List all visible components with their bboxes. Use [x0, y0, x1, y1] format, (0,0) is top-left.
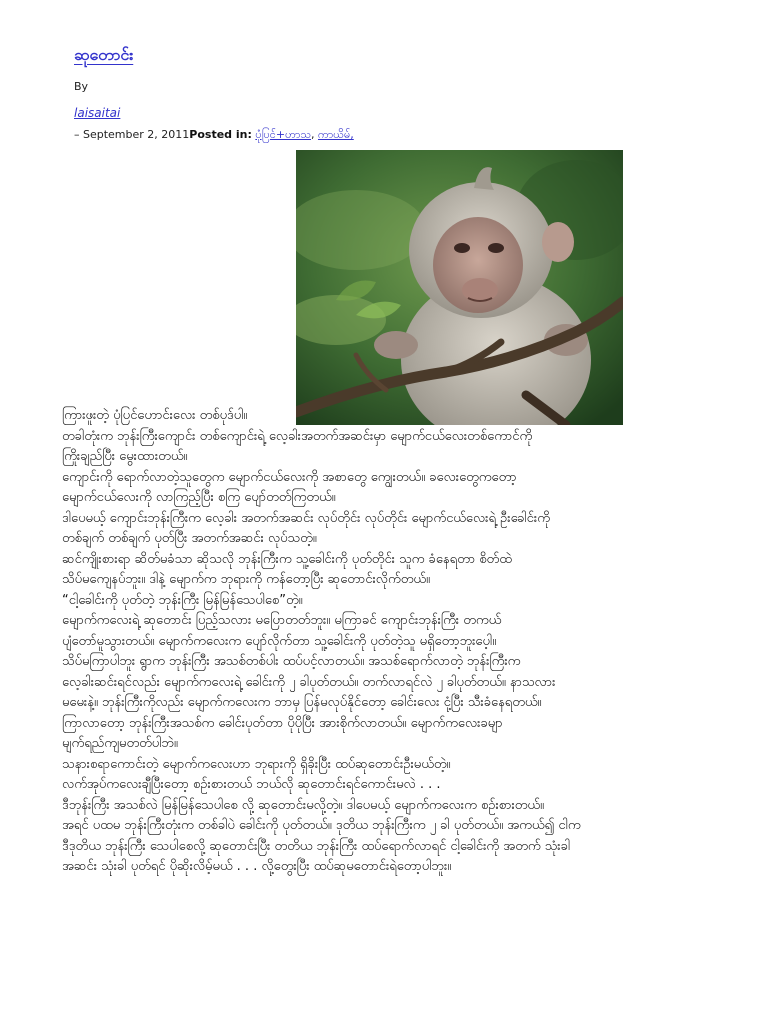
body-line: သိပ်မကျေနပ်ဘူး။ ဒါနဲ့ မျောက်က ဘုရားကို ကန်တော့ပြီး ဆုတောင်းလိုက်တယ်။	[62, 572, 430, 587]
body-line: ဒါပေမယ့် ကျောင်းဘုန်းကြီးက လေ့ခါး အတက်အဆင်း လုပ်တိုင်း လုပ်တိုင်း မျောက်ငယ်လေးရဲ့ ဦးခေါင်းကို	[62, 510, 550, 526]
body-line: လေ့ခါးဆင်းရင်လည်း မျောက်ကလေးရဲ့ ခေါင်းကို ၂ ခါပုတ်တယ်။ တက်လာရင်လဲ ၂ ခါပုတ်တယ်။ နာသလား	[62, 674, 556, 690]
body-line: မျောက်ကလေးရဲ့ ဆုတောင်း ပြည့်သလား မပြောတတ်ဘူး။ မကြာခင် ကျောင်းဘုန်းကြီး တကယ်	[62, 613, 502, 628]
post-meta	[74, 128, 354, 144]
body-line: အရင် ပထမ ဘုန်းကြီးတုံးက တစ်ခါပဲ ခေါင်းကို ပုတ်တယ်။ ဒုတိယ ဘုန်းကြီးက ၂ ခါ ပုတ်တယ်။ အကယ်၍ ငါက	[62, 818, 581, 833]
body-line: မျောက်ငယ်လေးကို လာကြည့်ပြီး စကြ ပျော်တတ်ကြတယ်။	[62, 490, 336, 505]
post-date: – September 2, 2011	[74, 128, 190, 141]
body-line: သိပ်မကြာပါဘူး ရွာက ဘုန်းကြီး အသစ်တစ်ပါး ထပ်ပင့်လာတယ်။ အသစ်ရောက်လာတဲ့ ဘုန်းကြီးက	[62, 654, 521, 669]
body-line: ပျံတော်မူသွားတယ်။ မျောက်ကလေးက ပျော်လိုက်တာ သူ့ခေါင်းကို ပုတ်တဲ့သူ မရှိတော့ဘူးပေ့ါ။	[62, 633, 497, 649]
body-line: ကြိုးချည်ပြီး မွေးထားတယ်။	[62, 449, 188, 464]
body-line: သနားစရာကောင်းတဲ့ မျောက်ကလေးဟာ ဘုရားကို ရှိခိုးပြီး ထပ်ဆုတောင်းဦးမယ်တဲ့။	[62, 756, 451, 772]
body-line: တစ်ချက် တစ်ချက် ပုတ်ပြီး အတက်အဆင်း လုပ်သတဲ့။	[62, 531, 317, 546]
body-line: အဆင်း သုံးခါ ပုတ်ရင် ပိုဆိုးလိမ့်မယ် . . . လို့တွေးပြီး ထပ်ဆုမတောင်းရဲတော့ပါဘူး။	[62, 859, 452, 874]
body-line: ကြာလာတော့ ဘုန်းကြီးအသစ်က ခေါင်းပုတ်တာ ပိုပိုပြီး အားစိုက်လာတယ်။ မျောက်ကလေးခမျာ	[62, 715, 503, 731]
body-line: ကျောင်းကို ရောက်လာတဲ့သူတွေက မျောက်ငယ်လေးကို အစာတွေ ကျွေးတယ်။ ခလေးတွေကတော့	[62, 469, 517, 485]
body-line: မမေးနဲ့။ ဘုန်းကြီးကိုလည်း မျောက်ကလေးက ဘာမှ ပြန်မလုပ်နိုင်တော့ ခေါင်းလေး ငုံ့ပြီး သီးခံနေရတယ်။	[62, 695, 542, 710]
body-line: လက်အုပ်ကလေးချီပြီးတော့ စဉ်းစားတယ် ဘယ်လို ဆုတောင်းရင်ကောင်းမလဲ . . .	[62, 777, 441, 792]
body-line: တခါတုံးက ဘုန်းကြီးကျောင်း တစ်ကျောင်းရဲ့ လေ့ခါးအတက်အဆင်းမှာ မျောက်ငယ်လေးတစ်ကောင်ကို	[62, 428, 533, 444]
by-label: By	[74, 80, 89, 93]
body-line: “ငါ့ခေါင်းကို ပုတ်တဲ့ ဘုန်းကြီး မြန်မြန်သေပါစေ”တဲ့။	[62, 592, 303, 608]
body-line: ဒီဒုတိယ ဘုန်းကြီး သေပါစေလို့ ဆုတောင်းပြီး တတိယ ဘုန်းကြီး ထပ်ရောက်လာရင် ငါ့ခေါင်းကို အတက် သုံးခါ	[62, 838, 571, 854]
post-title-link[interactable]: ဆုတောင်း	[74, 45, 134, 64]
category-link-1[interactable]: ပုံပြင်+ဟာသ	[255, 128, 312, 141]
category-link-2[interactable]: ကာယိမ်,	[318, 128, 354, 141]
body-line: မျက်ရည်ကျမတတ်ပါဘဲ။	[62, 736, 178, 751]
posted-in-label: Posted in:	[189, 128, 252, 141]
author-link[interactable]: laisaitai	[74, 106, 121, 120]
article-body	[62, 406, 742, 878]
body-line: ဆင်ကျိုးစားရာ ဆိတ်မခံသာ ဆိုသလို ဘုန်းကြီးက သူ့ခေါင်းကို ပုတ်တိုင်း သူက ခံနေရတာ စိတ်ထဲ	[62, 551, 512, 567]
body-line: ကြားဖူးတဲ့ ပုံပြင်ဟောင်းလေး တစ်ပုဒ်ပါ။	[62, 408, 248, 423]
body-line: ဒီဘုန်းကြီး အသစ်လဲ မြန်မြန်သေပါစေ လို့ ဆုတောင်းမလို့တဲ့။ ဒါပေမယ့် မျောက်ကလေးက စဉ်းစားတယ်။	[62, 797, 544, 813]
category-separator: ,	[311, 128, 319, 141]
monkey-photo	[296, 150, 623, 425]
